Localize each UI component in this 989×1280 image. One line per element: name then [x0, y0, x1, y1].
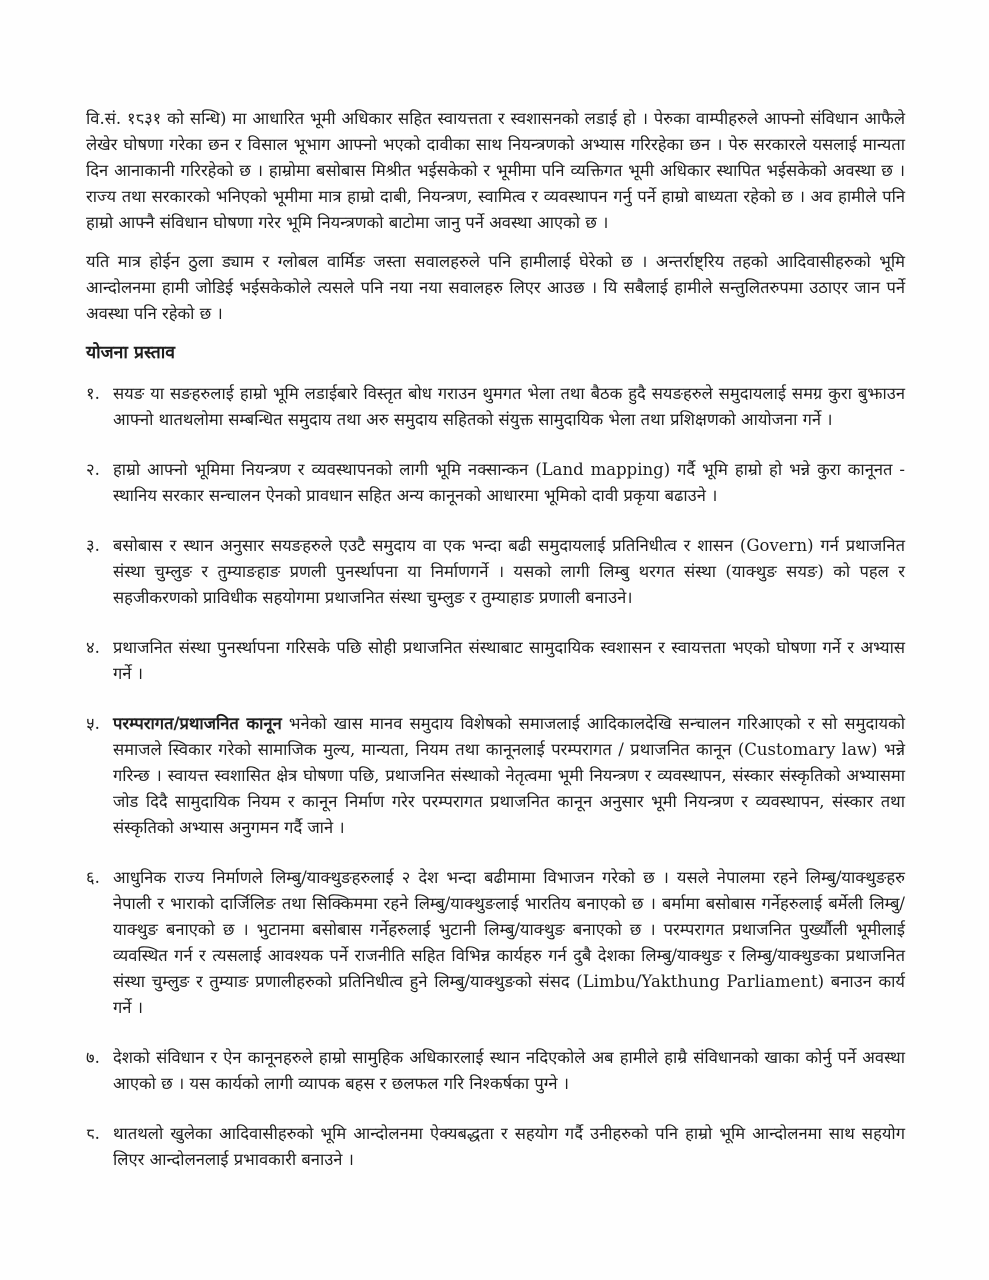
list-item-6: [86, 865, 905, 1021]
intro-paragraph-1: वि.सं. १८३१ को सन्धि) मा आधारित भूमी अधिकार सहित स्वायत्तता र स्वशासनको लडाई हो । पेरुका वाम्पीहरुले आफ्नो संविधान आफैले लेखेर घोषणा गरेका छन र विसाल भूभाग आफ्नो भएको दावीका साथ नियन्त्रणको अभ्यास गरिरहेका छन । पेरु सरकारले यसलाई मान्यता दिन आनाकानी गरिरहेको छ । हाम्रोमा बसोबास मिश्रीत भईसकेको र भूमीमा पनि व्यक्तिगत भूमी अधिकार स्थापित भईसकेको अवस्था छ । राज्य तथा सरकारको भनिएको भूमीमा मात्र हाम्रो दाबी, नियन्त्रण, स्वामित्व र व्यवस्थापन गर्नु पर्ने हाम्रो बाध्यता रहेको छ । अव हामीले पनि हाम्रो आफ्नै संविधान घोषणा गरेर भूमि नियन्त्रणको बाटोमा जानु पर्ने अवस्था आएको छ ।: [86, 109, 905, 232]
list-item-1: [86, 381, 905, 433]
item-6-body: आधुनिक राज्य निर्माणले लिम्बु/याक्थुङहरुलाई २ देश भन्दा बढीमामा विभाजन गरेको छ । यसले नेपालमा रहने लिम्बु/याक्थुङहरु नेपाली र भाराको दार्जिलिङ तथा सिक्किममा रहने लिम्बु/याक्थुङलाई भारतिय बनाएको छ । बर्मामा बसोबास गर्नेहरुलाई बर्मेली लिम्बु/याक्थुङ बनाएको छ । भुटानमा बसोबास गर्नेहरुलाई भुटानी लिम्बु/याक्थुङ बनाएको छ । परम्परागत प्रथाजनित पुर्ख्यौली भूमीलाई व्यवस्थित गर्न र त्यसलाई आवश्यक पर्ने राजनीति सहित विभिन्न कार्यहरु गर्न दुबै देशका लिम्बु/याक्थुङ र लिम्बु/याक्थुङका प्रथाजनित संस्था चुम्लुङ र तुम्याङ प्रणालीहरुको प्रतिनिधीत्व हुने लिम्बु/याक्थुङको संसद (Limbu/Yakthung Parliament) बनाउन कार्य गर्ने ।: [113, 868, 905, 1017]
item-3-text: [113, 536, 905, 607]
item-8-text: [113, 1124, 905, 1169]
proposal-list: [86, 381, 905, 1173]
item-5-body: भनेको खास मानव समुदाय विशेषको समाजलाई आदिकालदेखि सन्चालन गरिआएको र सो समुदायको समाजले स्विकार गरेको सामाजिक मुल्य, मान्यता, नियम तथा कानूनलाई परम्परागत / प्रथाजनित कानून (Customary law) भन्ने गरिन्छ । स्वायत्त स्वशासित क्षेत्र घोषणा पछि, प्रथाजनित संस्थाको नेतृत्वमा भूमी नियन्त्रण र व्यवस्थापन, संस्कार संस्कृतिको अभ्यासमा जोड दिदै सामुदायिक नियम र कानून निर्माण गरेर परम्परागत प्रथाजनित कानून अनुसार भूमी नियन्त्रण र व्यवस्थापन, संस्कार तथा संस्कृतिको अभ्यास अनुगमन गर्दै जाने ।: [113, 714, 905, 837]
item-5-number: ५.: [86, 714, 100, 733]
item-2-text: [113, 460, 905, 505]
list-item-5: [86, 711, 905, 841]
item-8-number: ८.: [86, 1124, 100, 1143]
item-6-text: [113, 868, 905, 1017]
item-3-number: ३.: [86, 536, 100, 555]
item-7-text: [113, 1048, 905, 1093]
item-4-text: [113, 638, 905, 683]
item-4-number: ४.: [86, 638, 100, 657]
list-item-3: [86, 533, 905, 611]
item-7-body: देशको संविधान र ऐन कानूनहरुले हाम्रो सामुहिक अधिकारलाई स्थान नदिएकोले अब हामीले हाम्रै संविधानको खाका कोर्नु पर्ने अवस्था आएको छ । यस कार्यको लागी व्यापक बहस र छलफल गरि निश्कर्षका पुग्ने ।: [113, 1048, 905, 1093]
list-item-4: [86, 635, 905, 687]
item-1-text: [113, 384, 905, 429]
item-2-number: २.: [86, 460, 100, 479]
item-4-body: प्रथाजनित संस्था पुनर्स्थापना गरिसके पछि सोही प्रथाजनित संस्थाबाट सामुदायिक स्वशासन र स्वायत्तता भएको घोषणा गर्ने र अभ्यास गर्ने ।: [113, 638, 905, 683]
item-5-bold-lead: परम्परागत/प्रथाजनित कानून: [113, 714, 282, 733]
item-3-body: बसोबास र स्थान अनुसार सयङहरुले एउटै समुदाय वा एक भन्दा बढी समुदायलाई प्रतिनिधीत्व र शासन (Govern) गर्न प्रथाजनित संस्था चुम्लुङ र तुम्याङहाङ प्रणली पुनर्स्थापना या निर्माणगर्ने । यसको लागी लिम्बु थरगत संस्था (याक्थुङ सयङ) को पहल र सहजीकरणको प्राविधीक सहयोगमा प्रथाजनित संस्था चुम्लुङ र तुम्याहाङ प्रणाली बनाउने।: [113, 536, 905, 607]
item-1-body: सयङ या सङहरुलाई हाम्रो भूमि लडाईबारे विस्तृत बोध गराउन थुमगत भेला तथा बैठक हुदै सयङहरुले समुदायलाई समग्र कुरा बुझाउन आफ्नो थातथलोमा सम्बन्धित समुदाय तथा अरु समुदाय सहितको संयुक्त सामुदायिक भेला तथा प्रशिक्षणको आयोजना गर्ने ।: [113, 384, 905, 429]
item-5-text: [113, 714, 905, 837]
list-item-2: [86, 457, 905, 509]
item-6-number: ६.: [86, 868, 100, 887]
item-1-number: १.: [86, 384, 100, 403]
item-2-body: हाम्रो आफ्नो भूमिमा नियन्त्रण र व्यवस्थापनको लागी भूमि नक्सान्कन (Land mapping) गर्दै भूमि हाम्रो हो भन्ने कुरा कानूनत - स्थानिय सरकार सन्चालन ऐनको प्रावधान सहित अन्य कानूनको आधारमा भूमिको दावी प्रकृया बढाउने ।: [113, 460, 905, 505]
intro-paragraph-2: यति मात्र होईन ठुला ड्याम र ग्लोबल वार्मिङ जस्ता सवालहरुले पनि हामीलाई घेरेको छ । अन्तर्राष्ट्रिय तहको आदिवासीहरुको भूमि आन्दोलनमा हामी जोडिई भईसकेकोले त्यसले पनि नया नया सवालहरु लिएर आउछ । यि सबैलाई हामीले सन्तुलितरुपमा उठाएर जान पर्ने अवस्था पनि रहेको छ ।: [86, 252, 905, 323]
section-heading: योजना प्रस्ताव: [86, 343, 176, 363]
item-7-number: ७.: [86, 1048, 100, 1067]
list-item-7: [86, 1045, 905, 1097]
item-8-body: थातथलो खुलेका आदिवासीहरुको भूमि आन्दोलनमा ऐक्यबद्धता र सहयोग गर्दै उनीहरुको पनि हाम्रो भूमि आन्दोलनमा साथ सहयोग लिएर आन्दोलनलाई प्रभावकारी बनाउने ।: [113, 1124, 905, 1169]
list-item-8: [86, 1121, 905, 1173]
